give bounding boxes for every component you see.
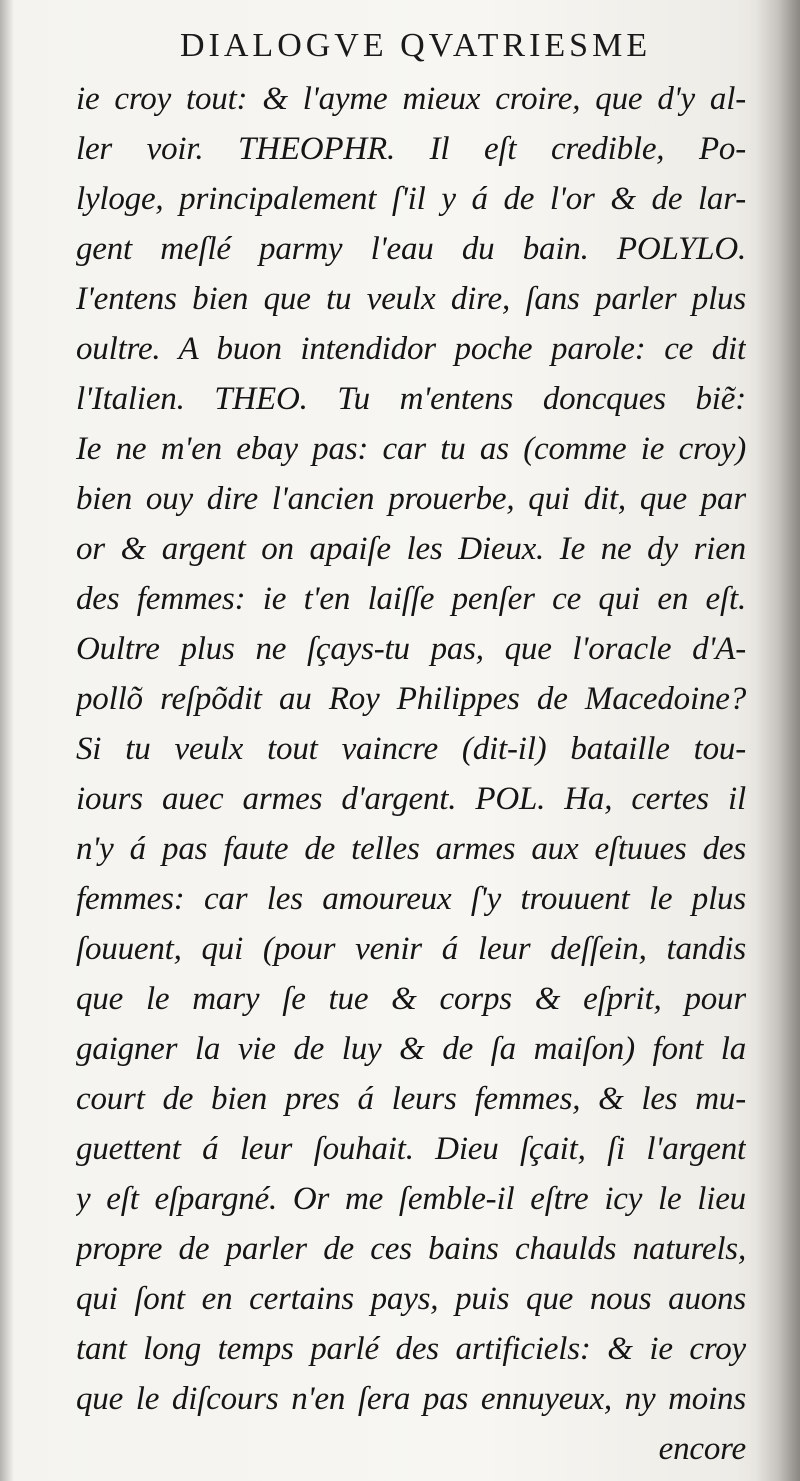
page-edge-shadow	[756, 0, 800, 1481]
text-line: ie croy tout: & l'ayme mieux croire, que d'y al-	[76, 81, 746, 117]
text-line: que le diſcours n'en ſera pas ennuyeux, ny moins	[76, 1381, 746, 1417]
text-line: Ie ne m'en ebay pas: car tu as (comme ie croy)	[76, 431, 746, 467]
text-line: gaigner la vie de luy & de ſa maiſon) font la	[76, 1031, 746, 1067]
text-line: iours auec armes d'argent. POL. Ha, certes il	[76, 781, 746, 817]
page-gutter-shadow	[0, 0, 14, 1481]
text-line: guettent á leur ſouhait. Dieu ſçait, ſi l'argent	[76, 1131, 746, 1167]
body-text	[76, 74, 746, 1474]
text-line: or & argent on apaiſe les Dieux. Ie ne dy rien	[76, 531, 746, 567]
text-line: ler voir. THEOPHR. Il eſt credible, Po-	[76, 131, 746, 167]
text-line: oultre. A buon intendidor poche parole: ce dit	[76, 331, 746, 367]
text-line: l'Italien. THEO. Tu m'entens doncques biẽ:	[76, 381, 746, 417]
text-line: court de bien pres á leurs femmes, & les mu-	[76, 1081, 746, 1117]
text-line: n'y á pas faute de telles armes aux eſtuues des	[76, 831, 746, 867]
text-line: bien ouy dire l'ancien prouerbe, qui dit, que par	[76, 481, 746, 517]
text-line: Oultre plus ne ſçays-tu pas, que l'oracle d'A-	[76, 631, 746, 667]
text-line: ſouuent, qui (pour venir á leur deſſein, tandis	[76, 931, 746, 967]
text-line: que le mary ſe tue & corps & eſprit, pour	[76, 981, 746, 1017]
text-line: pollõ reſpõdit au Roy Philippes de Macedoine?	[76, 681, 746, 717]
text-line: lyloge, principalement ſ'il y á de l'or & de lar-	[76, 181, 746, 217]
text-line: gent meſlé parmy l'eau du bain. POLYLO.	[76, 231, 746, 267]
text-line: femmes: car les amoureux ſ'y trouuent le plus	[76, 881, 746, 917]
text-line: tant long temps parlé des artificiels: & ie croy	[76, 1331, 746, 1367]
text-line: propre de parler de ces bains chaulds naturels,	[76, 1231, 746, 1267]
catchword: encore	[658, 1431, 746, 1467]
text-line: des femmes: ie t'en laiſſe penſer ce qui en eſt.	[76, 581, 746, 617]
running-header: DIALOGVE QVATRIESME	[180, 27, 652, 64]
text-line: qui ſont en certains pays, puis que nous auons	[76, 1281, 746, 1317]
text-line: y eſt eſpargné. Or me ſemble-il eſtre icy le lieu	[76, 1181, 746, 1217]
text-line: I'entens bien que tu veulx dire, ſans parler plus	[76, 281, 746, 317]
text-line: Si tu veulx tout vaincre (dit-il) bataille tou-	[76, 731, 746, 767]
